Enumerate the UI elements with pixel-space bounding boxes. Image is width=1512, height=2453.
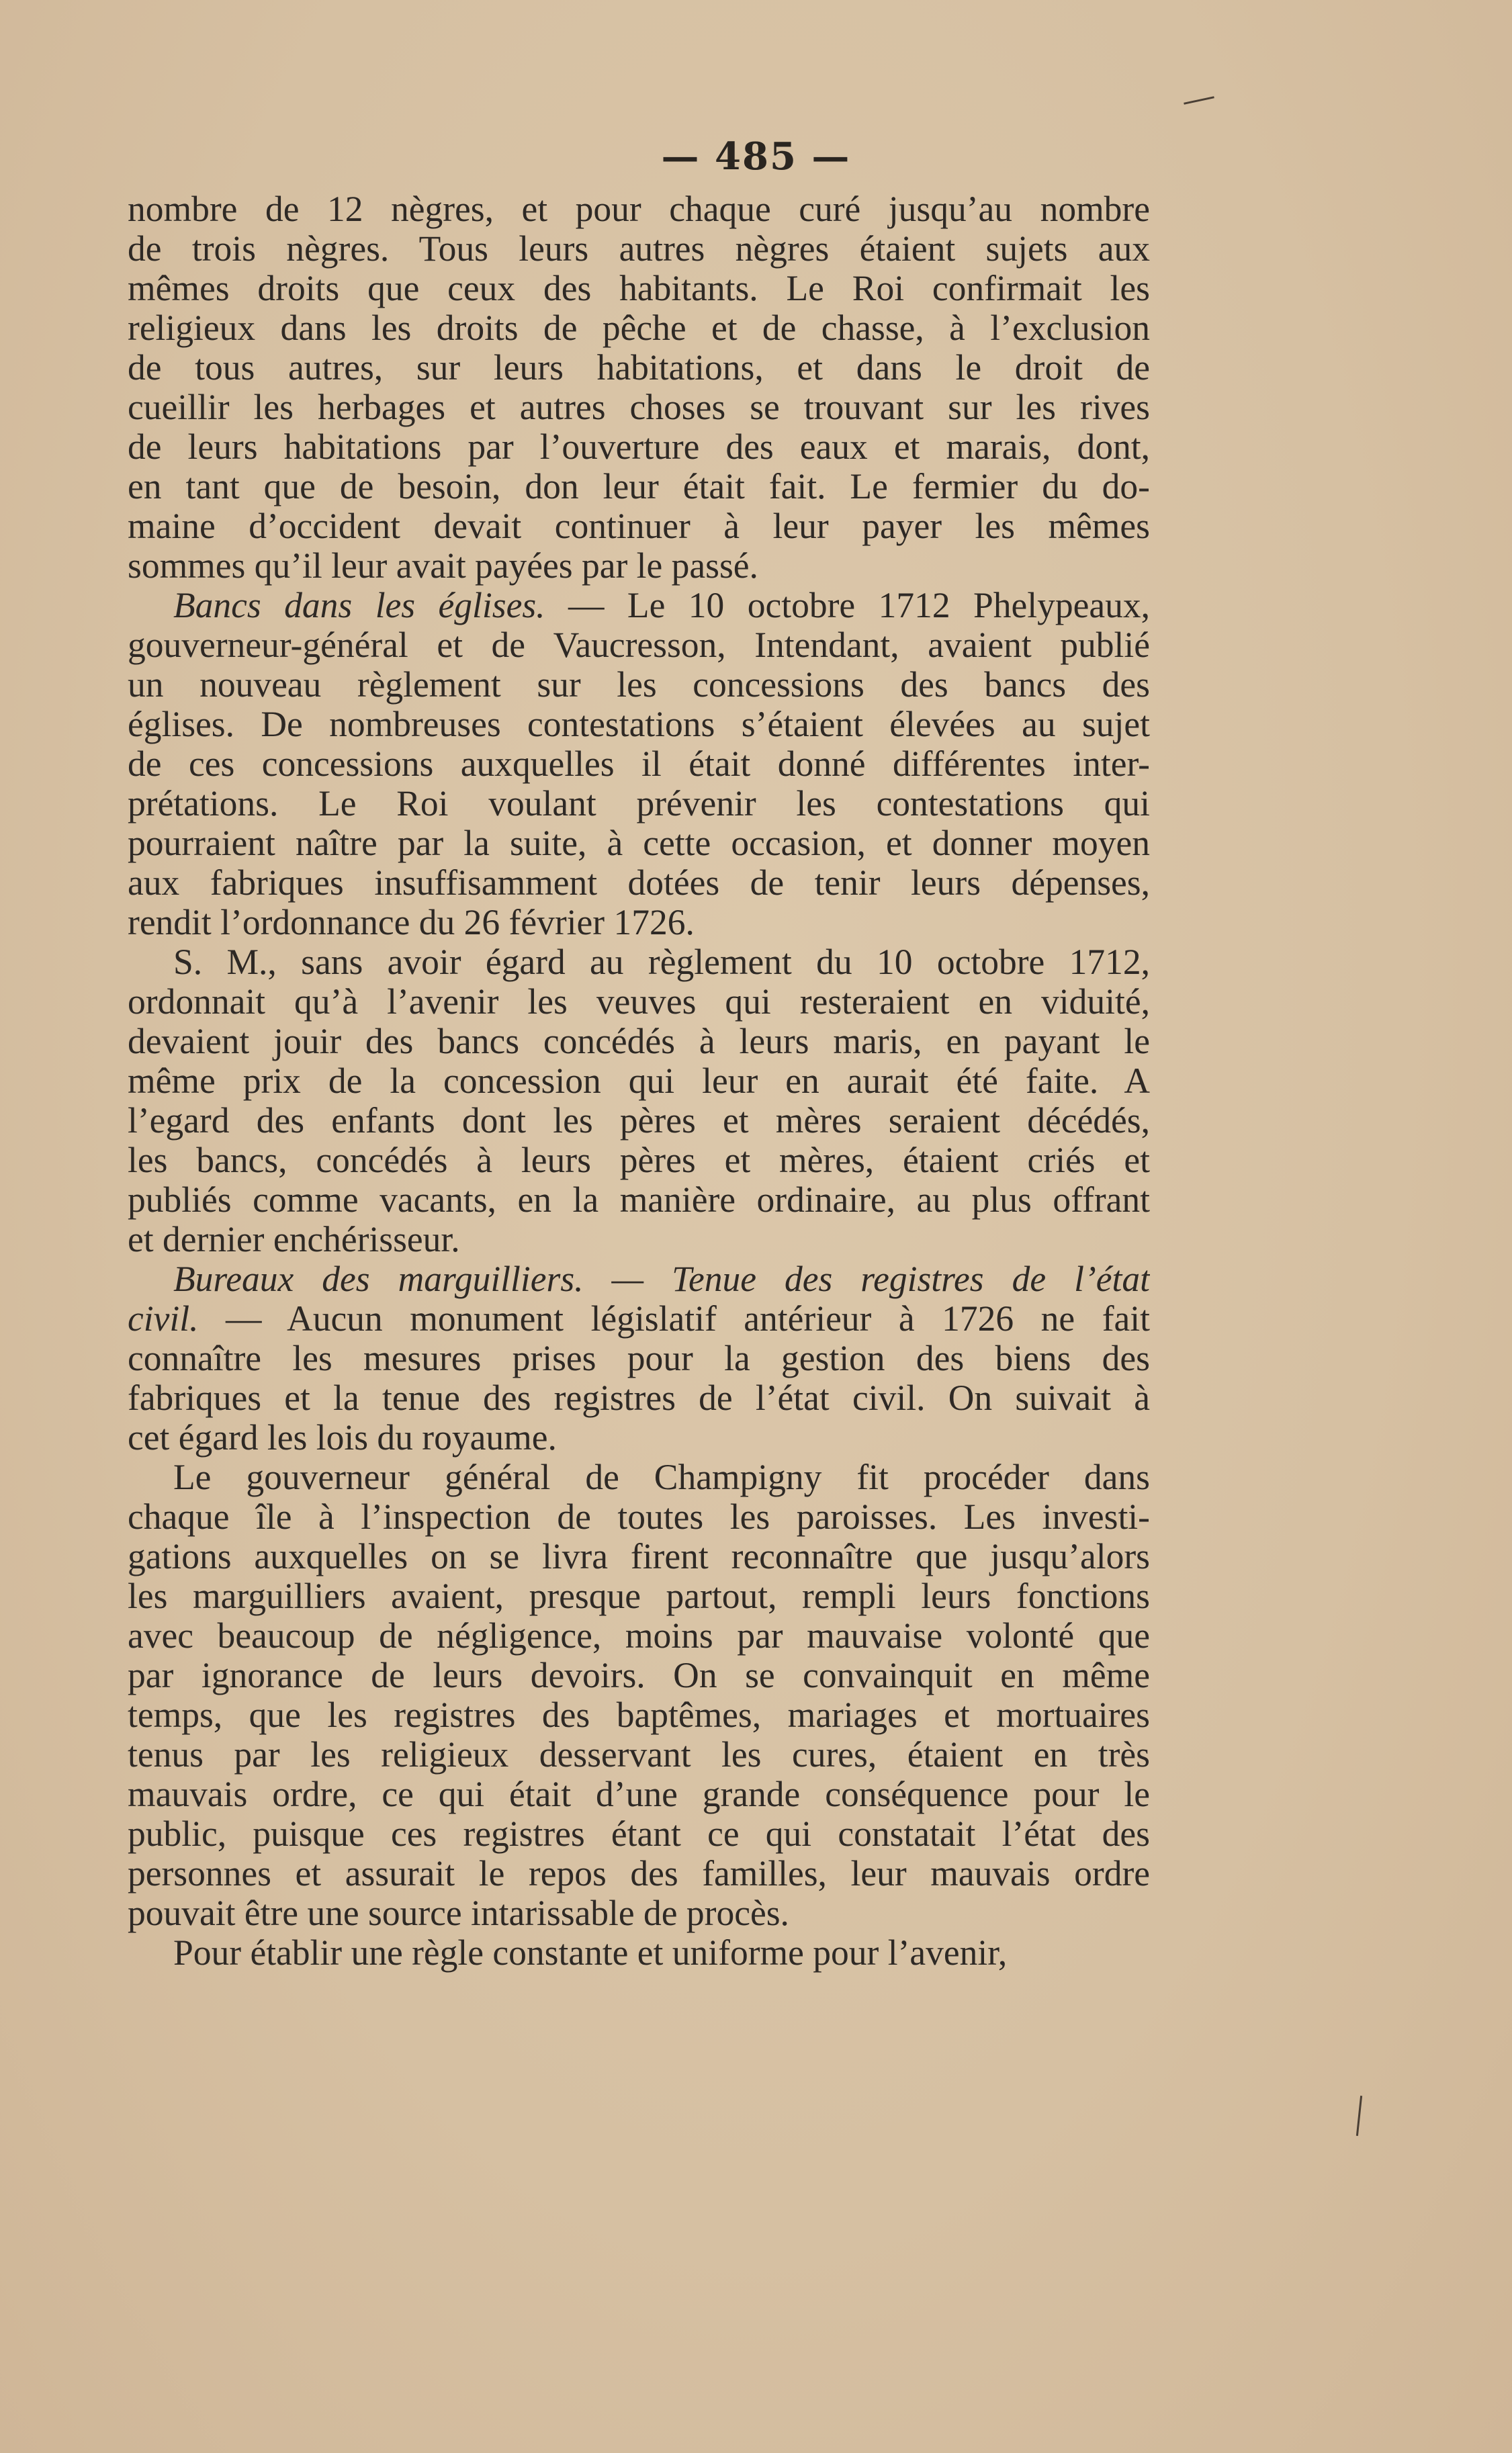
text-line: connaître les mesures prises pour la gestion des biens des: [128, 1339, 1150, 1378]
text-line: les bancs, concédés à leurs pères et mères, étaient criés et: [128, 1141, 1150, 1180]
text-line: rendit l’ordonnance du 26 février 1726.: [128, 903, 695, 942]
page-number: — 485 —: [661, 134, 851, 179]
section-heading-bancs: Bancs dans les églises.: [173, 586, 545, 625]
text-line: et dernier enchérisseur.: [128, 1220, 460, 1259]
section-heading-line: Bancs dans les églises. — Le 10 octobre 1712 Phelypeaux,: [173, 586, 1150, 625]
text-line: temps, que les registres des baptêmes, mariages et mortuaires: [128, 1695, 1150, 1735]
text-line: pouvait être une source intarissable de procès.: [128, 1893, 789, 1933]
text-line: Le gouverneur général de Champigny fit procéder dans: [173, 1458, 1150, 1497]
section-heading-civil: civil.: [128, 1299, 199, 1339]
text-line: avec beaucoup de négligence, moins par mauvaise volonté que: [128, 1616, 1150, 1656]
text-line: aux fabriques insuffisamment dotées de tenir leurs dépenses,: [128, 863, 1150, 903]
text-line: gations auxquelles on se livra firent reconnaître que jusqu’alors: [128, 1537, 1150, 1576]
text-line: mauvais ordre, ce qui était d’une grande conséquence pour le: [128, 1775, 1150, 1814]
text-line: de tous autres, sur leurs habitations, et dans le droit de: [128, 348, 1150, 388]
text-line: personnes et assurait le repos des familles, leur mauvais ordre: [128, 1854, 1150, 1893]
text-line: public, puisque ces registres étant ce qui constatait l’état des: [128, 1814, 1150, 1854]
text-line: cueillir les herbages et autres choses se trouvant sur les rives: [128, 388, 1150, 427]
text-line: religieux dans les droits de pêche et de chasse, à l’exclusion: [128, 308, 1150, 348]
text-line: mêmes droits que ceux des habitants. Le Roi confirmait les: [128, 269, 1150, 308]
text-line: tenus par les religieux desservant les cures, étaient en très: [128, 1735, 1150, 1775]
text-line: l’egard des enfants dont les pères et mères seraient décédés,: [128, 1101, 1150, 1141]
text-line: de leurs habitations par l’ouverture des eaux et marais, dont,: [128, 427, 1150, 467]
text-line: publiés comme vacants, en la manière ordinaire, au plus offrant: [128, 1180, 1150, 1220]
text-line: de ces concessions auxquelles il était donné différentes inter-: [128, 744, 1150, 784]
section-heading-line: [128, 1259, 1150, 1299]
text-line: de trois nègres. Tous leurs autres nègres étaient sujets aux: [128, 229, 1150, 269]
text-line: maine d’occident devait continuer à leur payer les mêmes: [128, 506, 1150, 546]
section-heading-bureaux: Bureaux des marguilliers. — Tenue des registres de l’état: [173, 1259, 1150, 1299]
text-line: nombre de 12 nègres, et pour chaque curé jusqu’au nombre: [128, 189, 1150, 229]
text-line: par ignorance de leurs devoirs. On se convainquit en même: [128, 1656, 1150, 1695]
text-line: en tant que de besoin, don leur était fait. Le fermier du do-: [128, 467, 1150, 506]
scan-mark-right: [1356, 2096, 1362, 2136]
text-line: cet égard les lois du royaume.: [128, 1418, 557, 1458]
section-heading-line: civil. — Aucun monument législatif antérieur à 1726 ne fait: [128, 1299, 1150, 1339]
text-line: fabriques et la tenue des registres de l’état civil. On suivait à: [128, 1378, 1150, 1418]
text-line: même prix de la concession qui leur en aurait été faite. A: [128, 1061, 1150, 1101]
text-line: pourraient naître par la suite, à cette occasion, et donner moyen: [128, 823, 1150, 863]
text-line: un nouveau règlement sur les concessions des bancs des: [128, 665, 1150, 705]
text-line: les marguilliers avaient, presque partout, rempli leurs fonctions: [128, 1576, 1150, 1616]
text-line: devaient jouir des bancs concédés à leurs maris, en payant le: [128, 1022, 1150, 1061]
text-line: sommes qu’il leur avait payées par le passé.: [128, 546, 758, 586]
text-line: gouverneur-général et de Vaucresson, Intendant, avaient publié: [128, 625, 1150, 665]
text-line: chaque île à l’inspection de toutes les paroisses. Les investi-: [128, 1497, 1150, 1537]
text-line: églises. De nombreuses contestations s’étaient élevées au sujet: [128, 705, 1150, 744]
body-text: [128, 189, 1150, 1973]
text-line: Pour établir une règle constante et uniforme pour l’avenir,: [173, 1933, 1008, 1973]
text-line: prétations. Le Roi voulant prévenir les contestations qui: [128, 784, 1150, 823]
text-line: S. M., sans avoir égard au règlement du 10 octobre 1712,: [173, 942, 1150, 982]
text-line: ordonnait qu’à l’avenir les veuves qui resteraient en viduité,: [128, 982, 1150, 1022]
scan-mark-top-right: [1184, 96, 1214, 104]
